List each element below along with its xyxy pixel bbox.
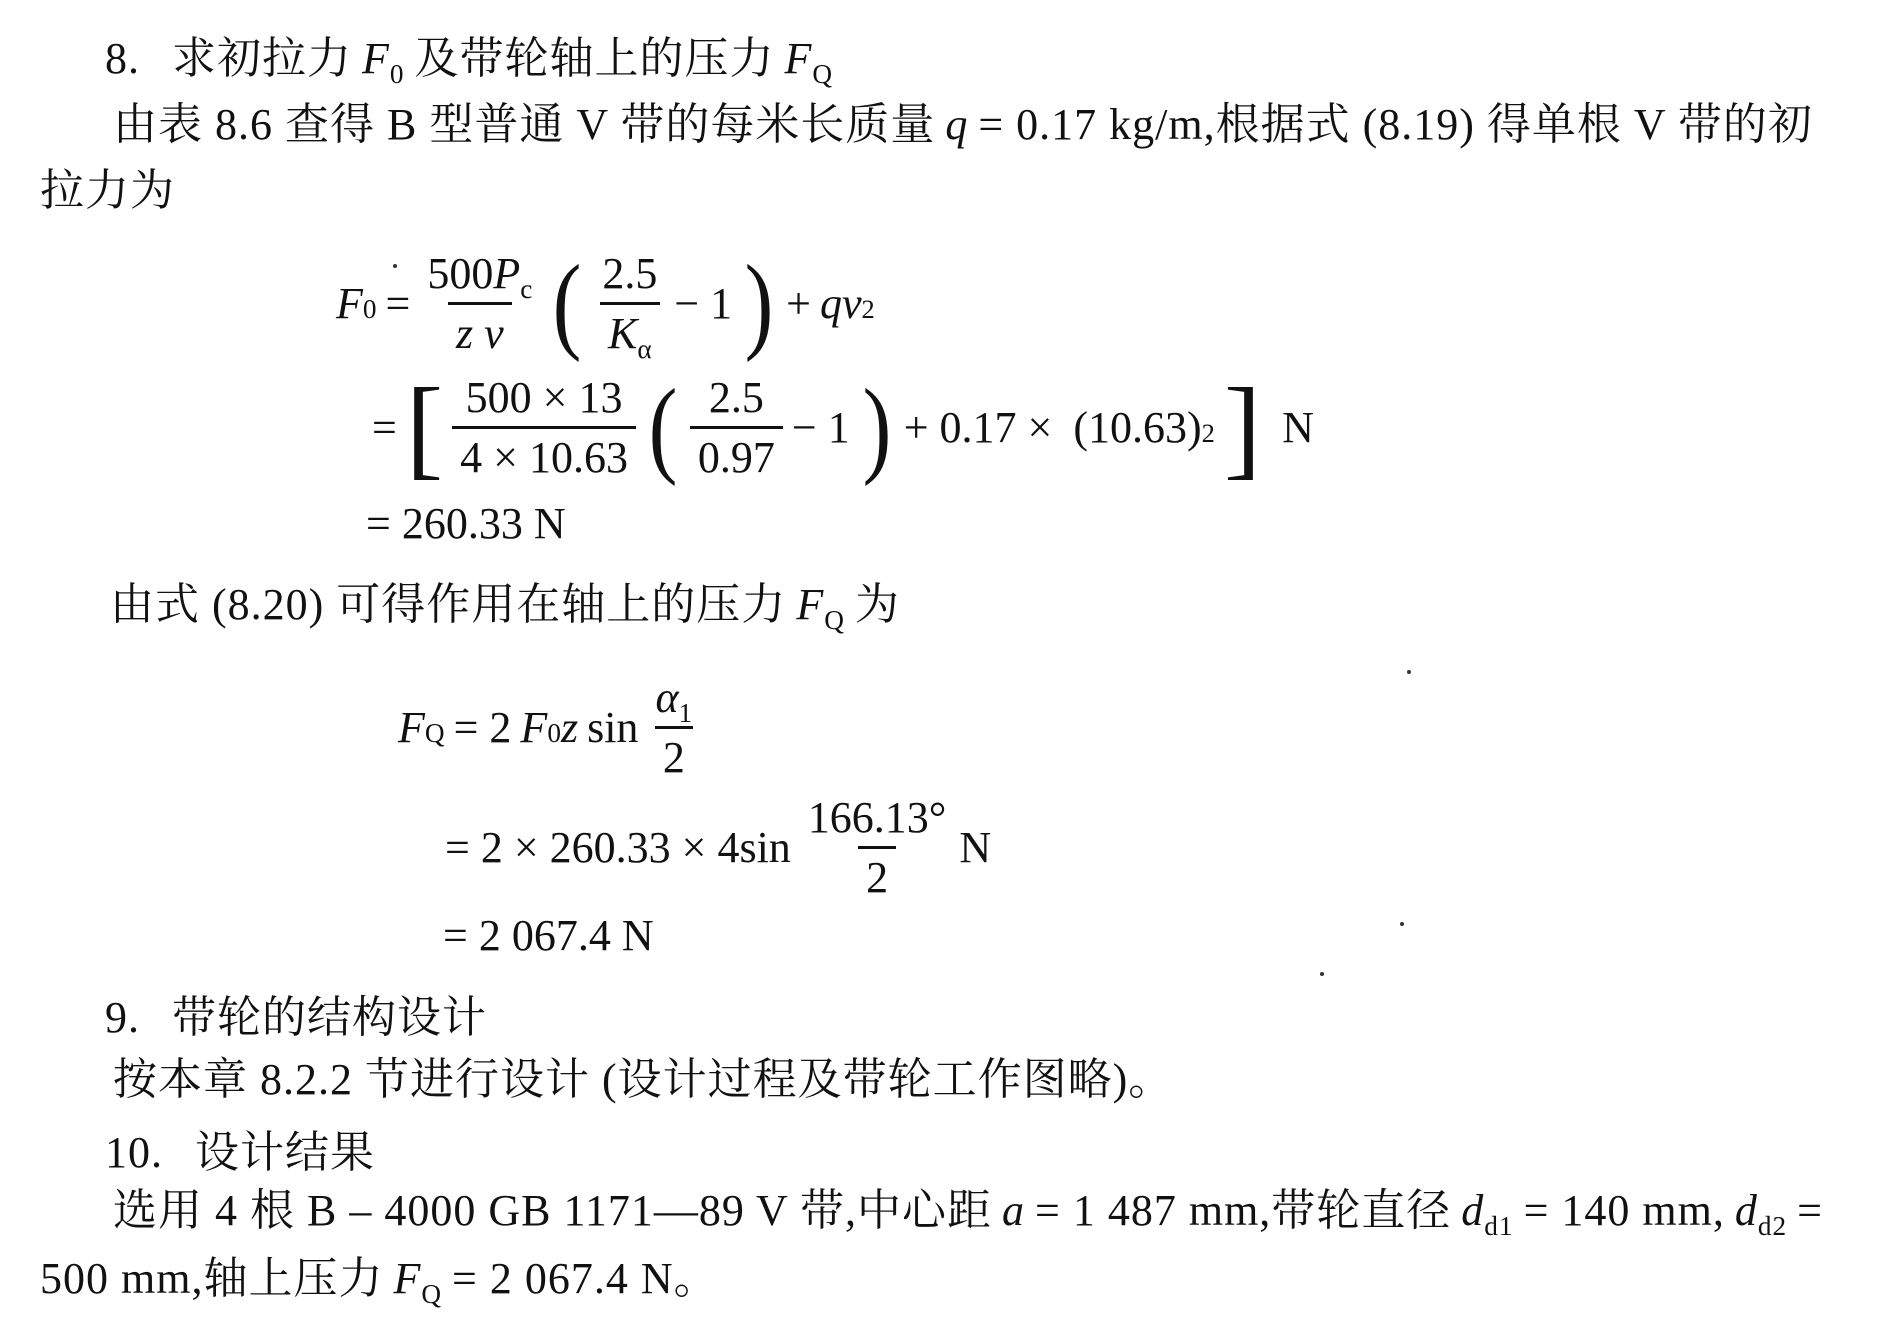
formula-fq-definition (398, 672, 700, 783)
scan-speck (393, 264, 397, 268)
sin-operator: sin (587, 703, 639, 752)
var-alpha-sub: 1 (678, 697, 693, 728)
section8-number: 8. (105, 34, 140, 83)
fq-lhs-letter: F (398, 703, 425, 752)
intro-part2: = 0.17 kg/m,根据式 (8.19) 得单根 V 带的初 (978, 100, 1813, 149)
var-dd1 (1461, 1186, 1514, 1241)
bridge-sentence (110, 580, 900, 635)
var-FQ (796, 580, 845, 635)
var-P: P (493, 249, 521, 298)
formula-f0-result (366, 498, 566, 549)
section9-heading (105, 993, 487, 1044)
intro-line-2 (40, 166, 175, 217)
intro-line-1 (113, 100, 1813, 151)
scan-speck (1320, 972, 1324, 976)
section10-heading (105, 1128, 375, 1179)
fraction-166_13-2 (800, 792, 955, 903)
big-bracket-left: [ (405, 365, 444, 490)
var-F0-letter: F (362, 34, 390, 83)
var-dd2-sub: d2 (1757, 1210, 1788, 1241)
fraction-denominator (600, 302, 660, 364)
paren-10_63: (10.63) (1073, 403, 1202, 452)
big-paren-left: ( (648, 367, 678, 487)
formula-f0-substitution (372, 365, 1314, 490)
fraction-denominator: 2 (655, 726, 693, 783)
var-q (945, 100, 968, 151)
result-value: = 260.33 N (366, 499, 566, 548)
result-part2: = 1 487 mm,带轮直径 (1035, 1186, 1452, 1235)
fraction-500x13 (452, 372, 636, 483)
var-dd1-letter: d (1461, 1186, 1485, 1235)
equals-two: = 2 (453, 703, 512, 752)
subst-expression: = 2 × 260.33 × 4sin (445, 823, 791, 872)
fraction-numerator (647, 672, 700, 726)
var-v-letter: v (841, 279, 862, 328)
formula-fq-result (443, 910, 654, 961)
var-F0-sub: 0 (389, 58, 405, 89)
fraction-numerator: 2.5 (602, 249, 658, 298)
intro-wrap-text: 拉力为 (40, 166, 175, 215)
fraction-denominator: 2 (858, 846, 896, 903)
section9-body (113, 1055, 1173, 1106)
var-z-letter: z (560, 703, 579, 752)
var-K-sub: α (637, 333, 652, 364)
var-q-letter: q (945, 100, 969, 149)
scan-speck (1407, 670, 1411, 674)
section10-title: 设计结果 (195, 1128, 375, 1177)
fraction-denominator (448, 302, 512, 359)
coef-500: 500 (427, 249, 494, 298)
plus-sign: + (786, 279, 811, 328)
formula-fq-substitution (445, 792, 991, 903)
result2-part1: 500 mm,轴上压力 (40, 1254, 384, 1303)
var-FQ-sub: Q (421, 1278, 443, 1309)
var-a (1002, 1186, 1025, 1237)
f0-lhs-letter: F (336, 279, 363, 328)
var-FQ-sub: Q (812, 58, 834, 89)
equals-sign: = (372, 403, 397, 452)
var-FQ (784, 34, 834, 89)
var-q-letter: q (819, 279, 842, 328)
term-qv2: q v 2 (819, 279, 875, 328)
big-paren-left: ( (552, 243, 582, 363)
var-a-letter: a (1002, 1186, 1026, 1235)
var-P-sub: c (520, 273, 533, 304)
section8-heading (105, 34, 834, 89)
term-F0z: F 0 z (520, 703, 579, 752)
var-dd2-letter: d (1734, 1186, 1758, 1235)
big-bracket-right: ] (1223, 365, 1262, 490)
var-F0 (362, 34, 405, 89)
fraction-denominator: 0.97 (690, 426, 783, 483)
var-dd2 (1734, 1186, 1788, 1241)
fraction-numerator (419, 248, 540, 302)
var-dd1-sub: d1 (1484, 1210, 1514, 1241)
section8-title-part1: 求初拉力 (172, 34, 352, 83)
var-K: K (608, 309, 638, 358)
term-10_63-squared: (10.63) 2 (1073, 403, 1215, 452)
fraction-numerator: 500 × 13 (465, 373, 623, 422)
fraction-numerator: 2.5 (708, 373, 764, 422)
var-FQ (393, 1254, 443, 1309)
result-part1: 选用 4 根 B – 4000 GB 1171—89 V 带,中心距 (113, 1186, 993, 1235)
result-part4: = (1797, 1186, 1823, 1235)
fq-lhs: F Q (398, 703, 445, 752)
result2-part2: = 2 067.4 N。 (452, 1254, 719, 1303)
fraction-2_5-0_97 (690, 372, 783, 483)
equals-sign: = (385, 279, 411, 328)
big-paren-right: ) (862, 367, 892, 487)
var-zv: z v (456, 309, 504, 358)
var-FQ-letter: F (393, 1254, 422, 1303)
result-value: = 2 067.4 N (443, 911, 654, 960)
f0-lhs: F 0 (336, 279, 377, 328)
big-paren-right: ) (744, 243, 774, 363)
var-FQ-letter: F (796, 580, 825, 629)
bridge-part2: 为 (854, 580, 900, 629)
minus-one: − 1 (791, 403, 850, 452)
section9-title: 带轮的结构设计 (172, 993, 487, 1042)
section10-result-line2 (40, 1254, 719, 1309)
intro-part1: 由表 8.6 查得 B 型普通 V 带的每米长质量 (113, 100, 936, 149)
result-part3: = 140 mm, (1523, 1186, 1725, 1235)
fraction-denominator: 4 × 10.63 (452, 426, 636, 483)
minus-one: − 1 (674, 279, 733, 328)
section10-number: 10. (105, 1128, 163, 1177)
fraction-alpha1-2 (647, 672, 700, 783)
unit-N: N (959, 823, 992, 872)
var-F-letter: F (520, 703, 548, 752)
bridge-part1: 由式 (8.20) 可得作用在轴上的压力 (110, 580, 787, 629)
scan-speck (1400, 922, 1404, 926)
fraction-500Pc-zv (419, 248, 540, 359)
var-FQ-sub: Q (824, 604, 845, 635)
section9-body-text: 按本章 8.2.2 节进行设计 (设计过程及带轮工作图略)。 (113, 1055, 1174, 1104)
var-alpha-letter: α (655, 673, 679, 722)
section9-number: 9. (105, 993, 140, 1042)
formula-f0-definition (336, 243, 875, 364)
section10-result-line1 (113, 1186, 1823, 1241)
plus-017x: + 0.17 × (903, 403, 1053, 452)
section8-title-part2: 及带轮轴上的压力 (414, 34, 775, 83)
fraction-numerator: 166.13° (807, 793, 947, 842)
fraction-2_5-Ka (594, 248, 665, 364)
unit-N: N (1282, 403, 1314, 452)
var-FQ-letter: F (784, 34, 813, 83)
